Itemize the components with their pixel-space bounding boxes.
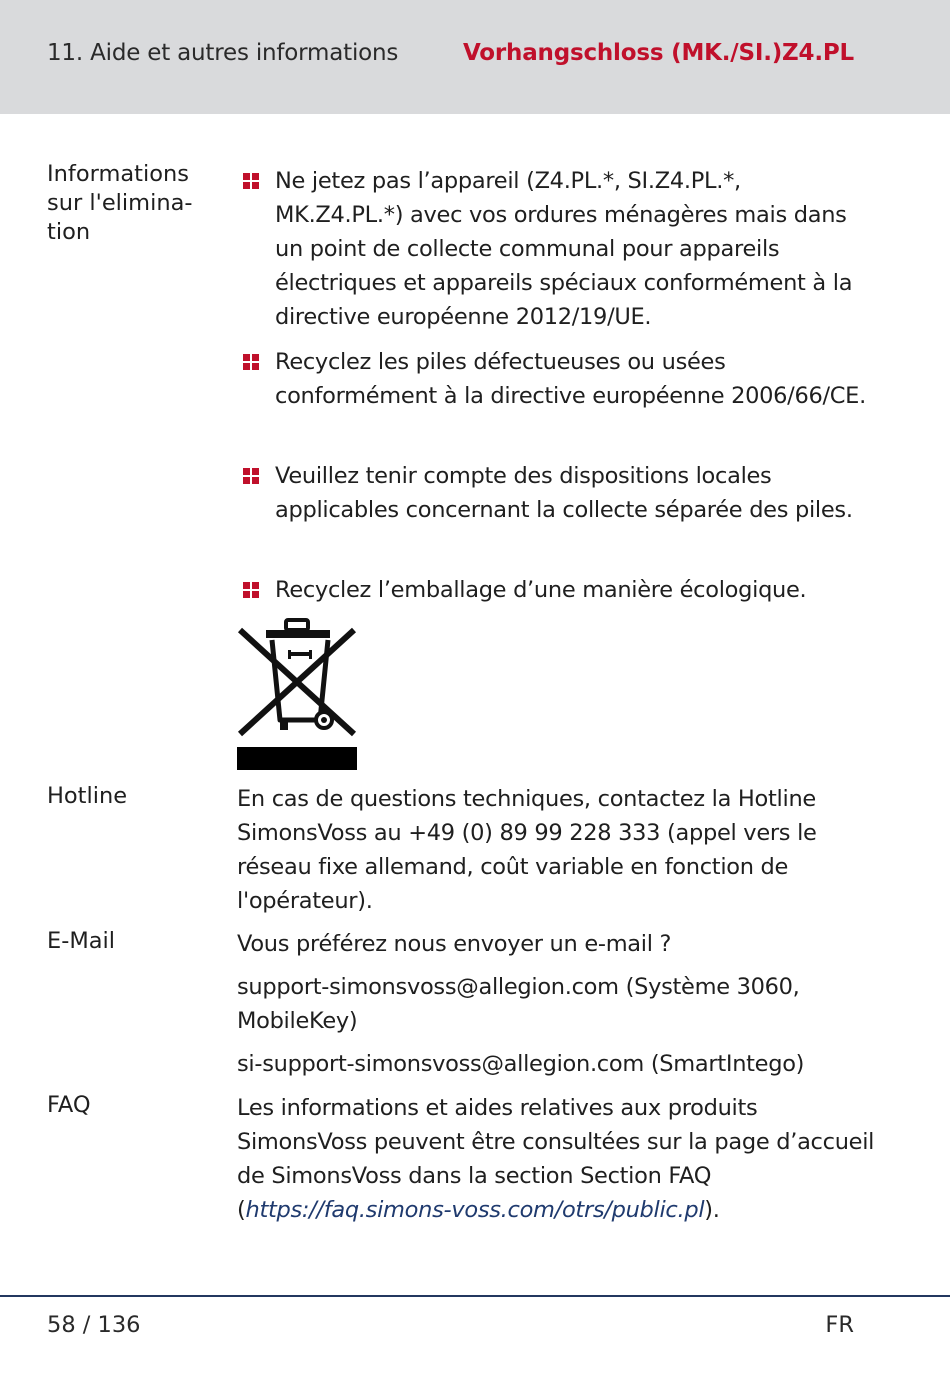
faq-text	[237, 1091, 877, 1227]
bullet-text: Recyclez l’emballage d’une manière écologique.	[275, 577, 807, 603]
page-header	[0, 0, 950, 114]
product-title: Vorhangschloss (MK./SI.)Z4.PL	[462, 40, 854, 66]
language-code: FR	[825, 1312, 854, 1338]
bullet-squares-icon	[243, 582, 260, 599]
page-number: 58 / 136	[47, 1312, 141, 1338]
section-title: 11. Aide et autres informations	[47, 40, 399, 66]
email-smartintego-line: si-support-simonsvoss@allegion.com (SmartIntego)	[237, 1051, 805, 1077]
disposal-label	[47, 160, 207, 247]
disposal-label-line: tion	[47, 219, 91, 245]
bullet-squares-icon	[243, 468, 260, 485]
faq-text-end: ).	[704, 1197, 720, 1223]
email-label: E-Mail	[47, 928, 116, 954]
disposal-label-line: sur l'elimina-	[47, 190, 193, 216]
faq-link[interactable]: https://faq.simons-voss.com/otrs/public.pl	[245, 1197, 705, 1223]
email-intro: Vous préférez nous envoyer un e-mail ?	[237, 931, 672, 957]
bullet-text: Ne jetez pas l’appareil (Z4.PL.*, SI.Z4.PL.*, MK.Z4.PL.*) avec vos ordures ménagères mais dans un point de collecte communal pour appareils électriques et appareils spéciaux conformément à la directive européenne 2012/19/UE.	[275, 168, 853, 330]
hotline-text: En cas de questions techniques, contactez la Hotline SimonsVoss au +49 (0) 89 99 228 333 (appel vers le réseau fixe allemand, coût variable en fonction de l'opérateur).	[237, 786, 817, 914]
footer-rule	[0, 1295, 950, 1297]
weee-crossed-out-bin-icon	[236, 618, 358, 772]
bullet-squares-icon	[243, 173, 260, 190]
faq-label: FAQ	[47, 1092, 91, 1118]
disposal-label-line: Informations	[47, 161, 189, 187]
bullet-squares-icon	[243, 354, 260, 371]
faq-text-body: Les informations et aides relatives aux produits SimonsVoss peuvent être consultées sur la page d’accueil de SimonsVoss dans la section Section FAQ (	[237, 1095, 875, 1223]
bullet-text: Veuillez tenir compte des dispositions locales applicables concernant la collecte séparée des piles.	[275, 463, 853, 523]
bullet-text: Recyclez les piles défectueuses ou usées conformément à la directive européenne 2006/66/CE.	[275, 349, 866, 409]
hotline-label: Hotline	[47, 783, 128, 809]
email-support-line: support-simonsvoss@allegion.com (Système 3060, MobileKey)	[237, 974, 800, 1034]
